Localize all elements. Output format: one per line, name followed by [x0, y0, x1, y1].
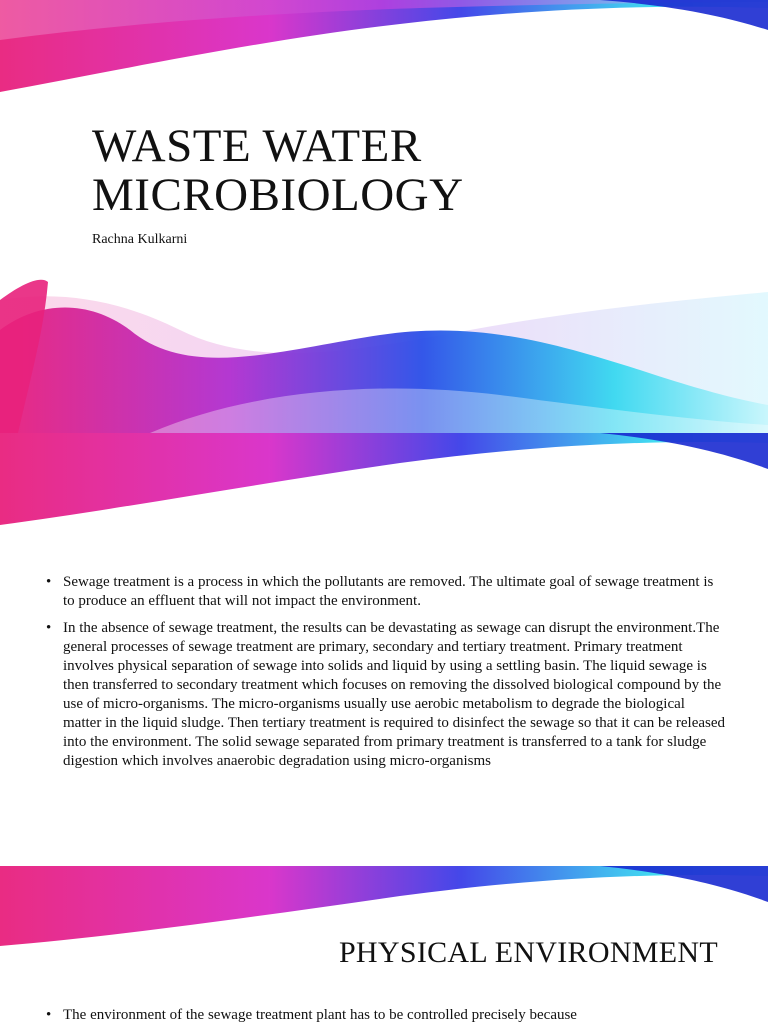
bullet-list: [46, 573, 726, 779]
bullet-list: [46, 1006, 726, 1024]
slide-title: WASTE WATER MICROBIOLOGY: [92, 120, 464, 221]
title-slide: [0, 0, 768, 433]
content-slide: [0, 866, 768, 1024]
bullet-item: • Sewage treatment is a process in which the pollutants are removed. The ultimate goal of sewage treatment is to produce an effluent that will not impact the environment.: [46, 573, 726, 611]
author-name: Rachna Kulkarni: [92, 232, 188, 247]
top-wave-decoration: [0, 433, 768, 553]
bullet-item: • The environment of the sewage treatment plant has to be controlled precisely because: [46, 1006, 726, 1024]
content-slide: [0, 433, 768, 866]
bullet-item: • In the absence of sewage treatment, the results can be devastating as sewage can disrupt the environment.The general processes of sewage treatment are primary, secondary and tertiary treatment. Primary treatment involves physical separation of sewage into solids and liquid by using a settling basin. The liquid sewage is then transferred to secondary treatment which focuses on removing the dissolved biological compound by the use of micro-organisms. The micro-organisms usually use aerobic metabolism to degrade the biological matter in the liquid sludge. Then tertiary treatment is required to disinfect the sewage so that it can be released into the environment. The solid sewage separated from primary treatment is transferred to a tank for sludge digestion which involves anaerobic degradation using micro-organisms: [46, 619, 726, 771]
slide-title: PHYSICAL ENVIRONMENT: [338, 936, 718, 969]
